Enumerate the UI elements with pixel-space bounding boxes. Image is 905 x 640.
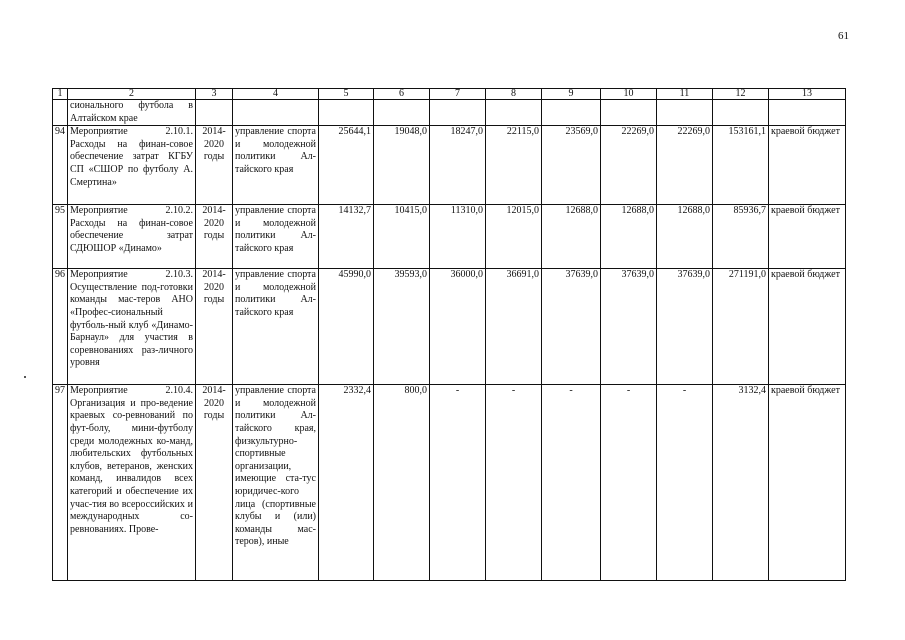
value-cell: 22269,0 xyxy=(601,126,657,205)
table-cell xyxy=(374,100,430,126)
measure-description: Мероприятие 2.10.3. Осуществление под-готовки команды мас-теров АНО «Профес-сиональный футболь-ный клуб «Динамо-Барнаул» для участия в соревнованиях раз-личного уровня xyxy=(68,269,196,385)
value-cell: 36000,0 xyxy=(430,269,486,385)
total-cell: 153161,1 xyxy=(713,126,769,205)
table-row xyxy=(53,385,846,581)
value-cell: 37639,0 xyxy=(601,269,657,385)
table-row xyxy=(53,126,846,205)
header-cell: 1 xyxy=(53,89,68,100)
value-cell: 37639,0 xyxy=(657,269,713,385)
table-cell xyxy=(657,100,713,126)
measure-description: Мероприятие 2.10.1. Расходы на финан-совое обеспечение затрат КГБУ СП «СШОР по футболу А. Смертина» xyxy=(68,126,196,205)
value-cell: 11310,0 xyxy=(430,205,486,269)
table-cell xyxy=(769,100,846,126)
header-cell: 3 xyxy=(196,89,233,100)
table-cell xyxy=(319,100,374,126)
header-cell: 4 xyxy=(233,89,319,100)
table-cell xyxy=(53,100,68,126)
measure-description: Мероприятие 2.10.2. Расходы на финан-совое обеспечение затрат СДЮШОР «Динамо» xyxy=(68,205,196,269)
executor-cell: управление спорта и молодежной политики Ал-тайского края xyxy=(233,205,319,269)
value-cell: 45990,0 xyxy=(319,269,374,385)
header-cell: 6 xyxy=(374,89,430,100)
table-cell xyxy=(601,100,657,126)
table-row xyxy=(53,205,846,269)
executor-cell: управление спорта и молодежной политики Ал-тайского края xyxy=(233,126,319,205)
value-cell: 14132,7 xyxy=(319,205,374,269)
value-cell: 39593,0 xyxy=(374,269,430,385)
value-cell: 25644,1 xyxy=(319,126,374,205)
executor-cell: управление спорта и молодежной политики Ал-тайского края, физкультурно-спортивные организации, имеющие ста-тус юридичес-кого лица (спортивные клубы и (или) команды мас-теров), иные xyxy=(233,385,319,581)
value-cell: 19048,0 xyxy=(374,126,430,205)
funding-source-cell: краевой бюджет xyxy=(769,126,846,205)
value-cell: 37639,0 xyxy=(542,269,601,385)
table-cell xyxy=(430,100,486,126)
scan-dot xyxy=(24,376,26,378)
value-cell: 18247,0 xyxy=(430,126,486,205)
value-cell: 800,0 xyxy=(374,385,430,581)
value-cell: - xyxy=(657,385,713,581)
value-cell: 22115,0 xyxy=(486,126,542,205)
total-cell: 271191,0 xyxy=(713,269,769,385)
row-number: 97 xyxy=(53,385,68,581)
value-cell: 2332,4 xyxy=(319,385,374,581)
value-cell: 12688,0 xyxy=(657,205,713,269)
period-cell: 2014-2020 годы xyxy=(196,205,233,269)
funding-source-cell: краевой бюджет xyxy=(769,385,846,581)
table-cell xyxy=(196,100,233,126)
header-cell: 5 xyxy=(319,89,374,100)
value-cell: 12015,0 xyxy=(486,205,542,269)
value-cell: - xyxy=(430,385,486,581)
value-cell: 36691,0 xyxy=(486,269,542,385)
funding-source-cell: краевой бюджет xyxy=(769,205,846,269)
header-row xyxy=(53,89,846,100)
row-number: 95 xyxy=(53,205,68,269)
header-cell: 8 xyxy=(486,89,542,100)
header-cell: 11 xyxy=(657,89,713,100)
period-cell: 2014-2020 годы xyxy=(196,126,233,205)
value-cell: - xyxy=(542,385,601,581)
measure-description: Мероприятие 2.10.4. Организация и про-ведение краевых со-ревнований по фут-болу, мини-футболу среди молодежных ко-манд, любительских футбольных клубов, ветеранов, женских команд, инвалидов всех категорий и обеспечение их учас-тия во всероссийских и международных со-ревнованиях. Прове- xyxy=(68,385,196,581)
page-number: 61 xyxy=(838,30,849,42)
table-cell xyxy=(542,100,601,126)
value-cell: 22269,0 xyxy=(657,126,713,205)
table-row xyxy=(53,269,846,385)
total-cell: 3132,4 xyxy=(713,385,769,581)
row-number: 96 xyxy=(53,269,68,385)
value-cell: - xyxy=(486,385,542,581)
funding-source-cell: краевой бюджет xyxy=(769,269,846,385)
executor-cell: управление спорта и молодежной политики Ал-тайского края xyxy=(233,269,319,385)
table-cell xyxy=(713,100,769,126)
header-cell: 10 xyxy=(601,89,657,100)
total-cell: 85936,7 xyxy=(713,205,769,269)
value-cell: - xyxy=(601,385,657,581)
row-number: 94 xyxy=(53,126,68,205)
header-cell: 12 xyxy=(713,89,769,100)
continuation-row xyxy=(53,100,846,126)
table-cell xyxy=(233,100,319,126)
period-cell: 2014-2020 годы xyxy=(196,385,233,581)
table-cell: сионального футбола в Алтайском крае xyxy=(68,100,196,126)
header-cell: 7 xyxy=(430,89,486,100)
value-cell: 10415,0 xyxy=(374,205,430,269)
table-cell xyxy=(486,100,542,126)
value-cell: 23569,0 xyxy=(542,126,601,205)
value-cell: 12688,0 xyxy=(601,205,657,269)
value-cell: 12688,0 xyxy=(542,205,601,269)
header-cell: 2 xyxy=(68,89,196,100)
budget-table xyxy=(52,88,846,581)
header-cell: 9 xyxy=(542,89,601,100)
period-cell: 2014-2020 годы xyxy=(196,269,233,385)
header-cell: 13 xyxy=(769,89,846,100)
